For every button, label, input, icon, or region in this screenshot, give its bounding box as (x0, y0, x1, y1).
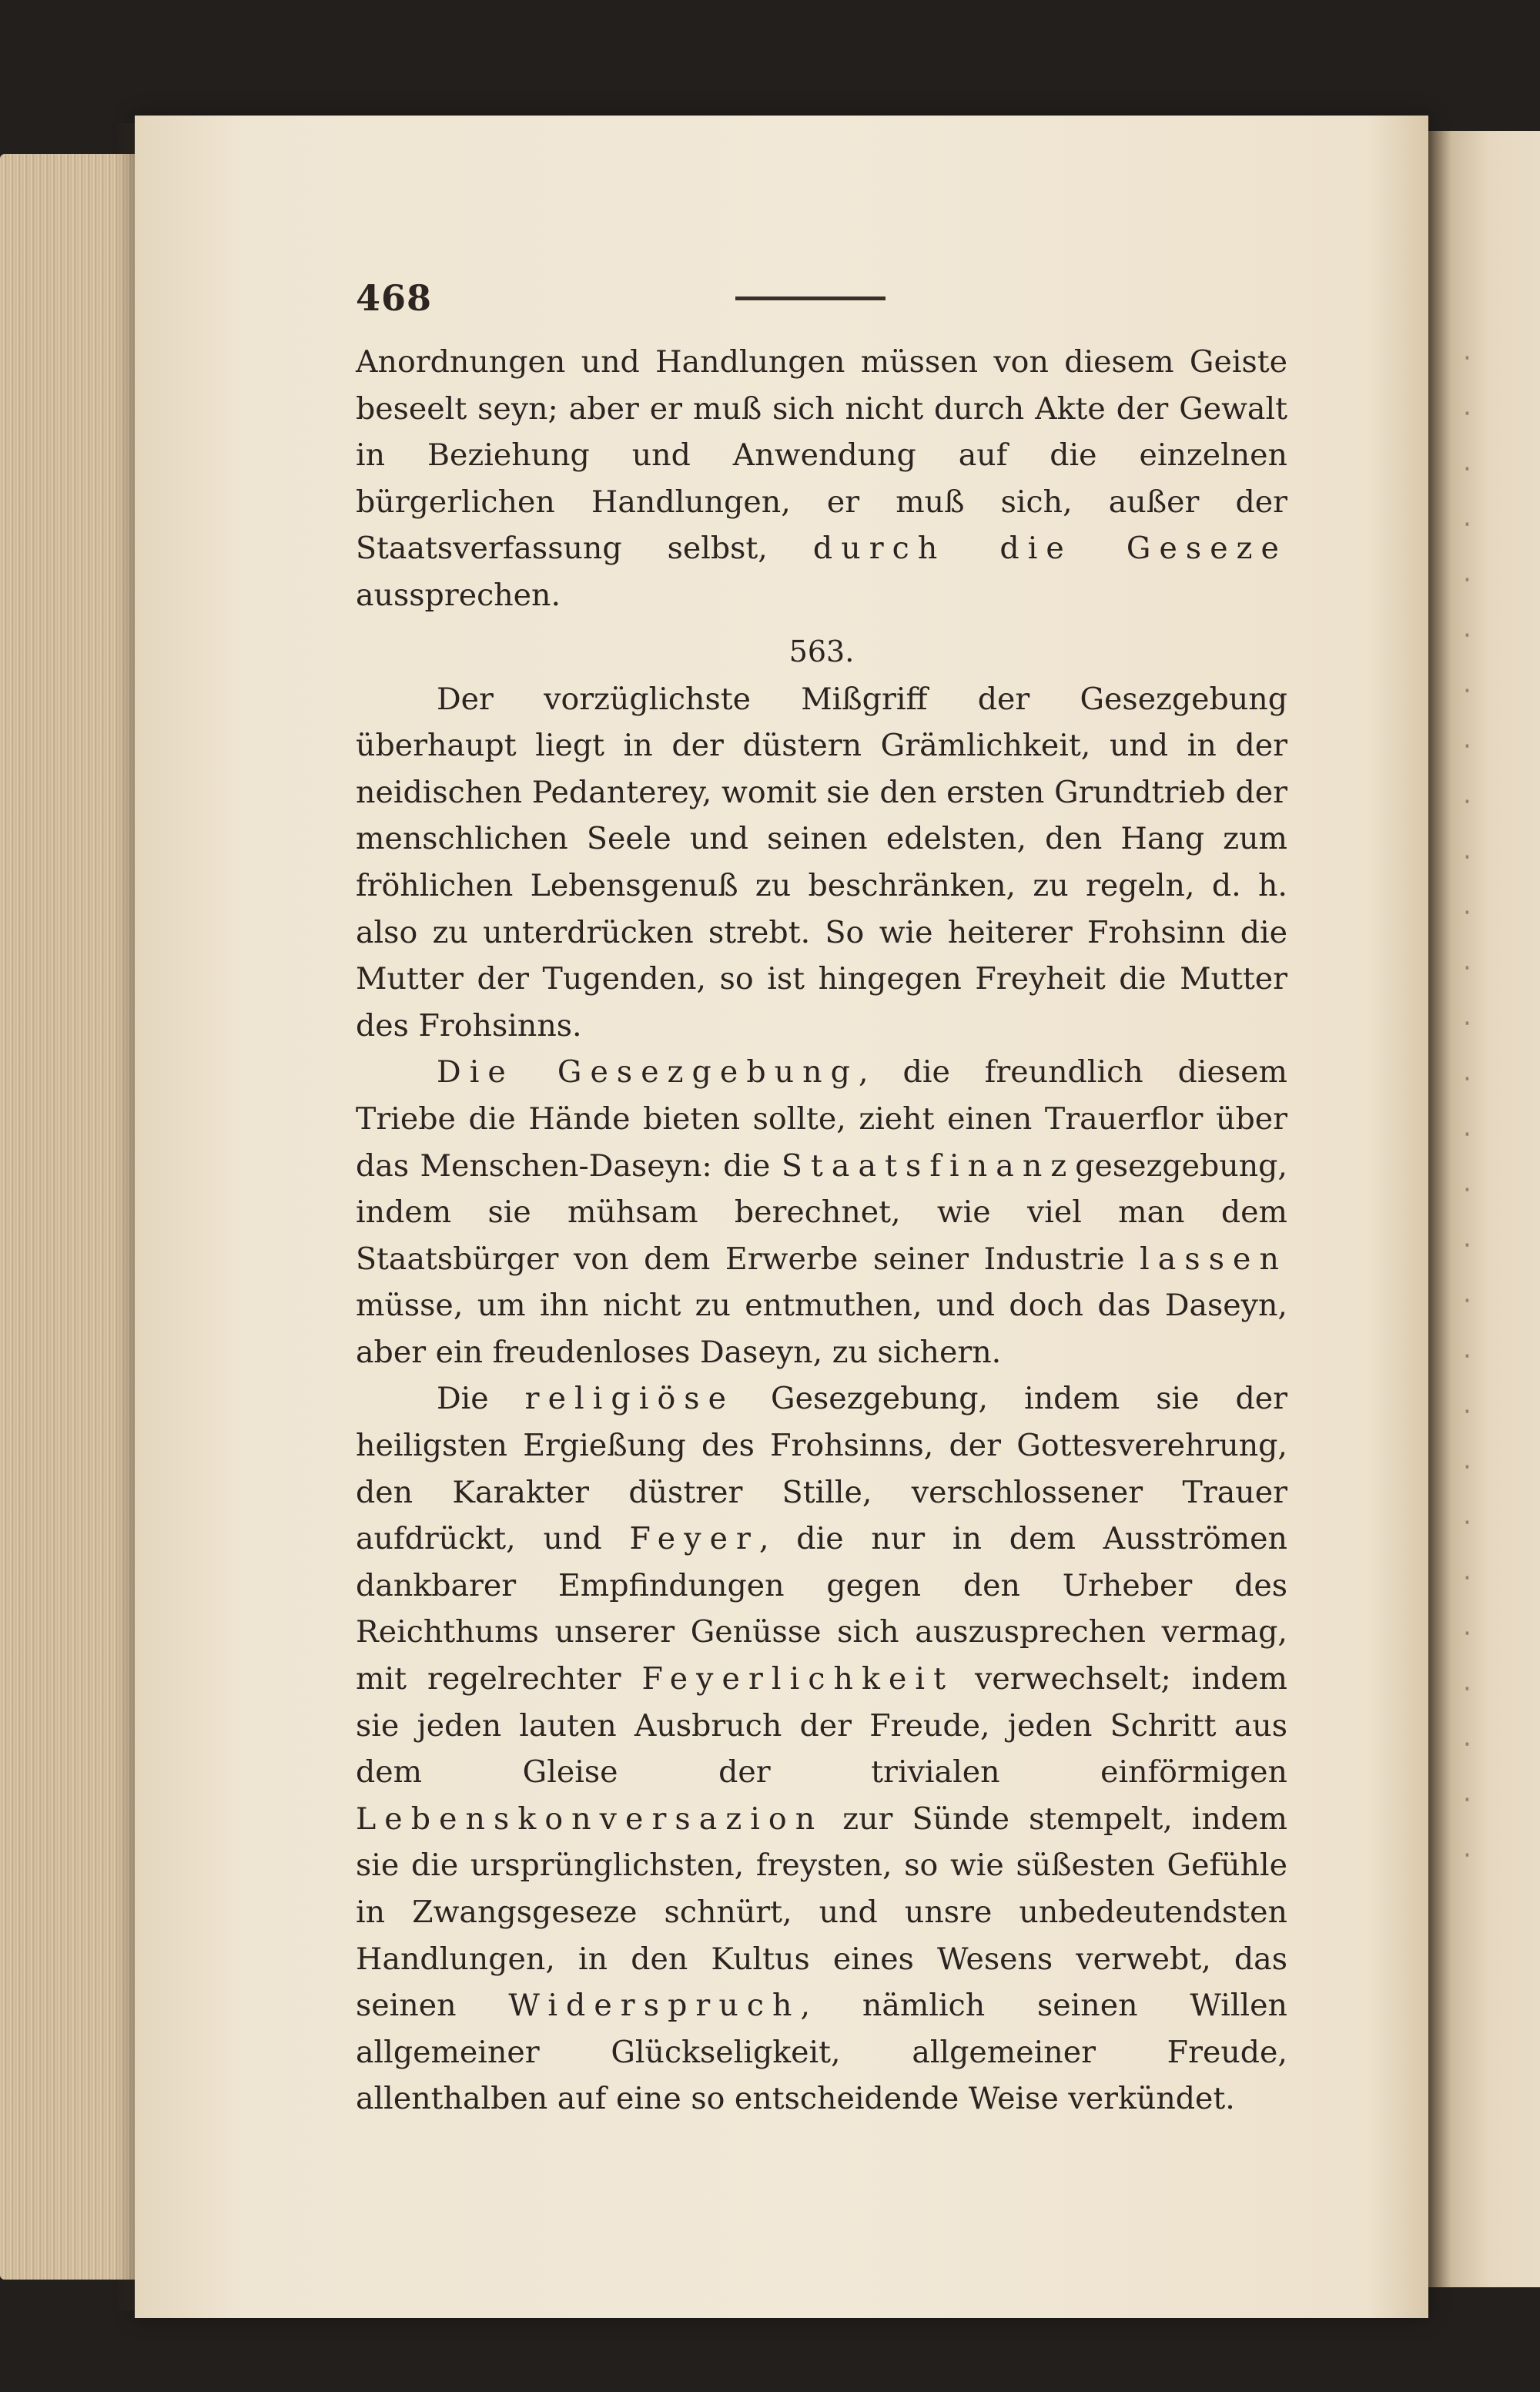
paragraph-text: Gesezgebung, indem sie der heiligsten Ergießung des Frohsinns, der Gottesverehrung, den Karakter düstrer Stille, verschlossener Trauer aufdrückt, und (356, 1381, 1288, 1557)
emphasized-text: Lebenskonversazion (356, 1801, 824, 1837)
emphasized-text: Die Gesezgebung (437, 1054, 859, 1090)
paragraph-text: gesezgebung, indem sie mühsam berechnet, wie viel man dem Staatsbürger von dem Erwerbe seiner Industrie (356, 1147, 1287, 1277)
emphasized-text: lassen (1140, 1241, 1287, 1277)
paragraph-text: verwechselt; indem sie jeden lauten Ausbruch der Freude, jeden Schritt aus dem Gleise der trivialen einförmigen (356, 1661, 1287, 1791)
emphasized-text: Staatsfinanz (781, 1147, 1076, 1184)
paragraph-text: Die (437, 1381, 525, 1417)
page-number: 468 (356, 277, 433, 319)
header-rule (735, 296, 886, 300)
emphasized-text: durch die Geseze (812, 531, 1287, 567)
paragraph-text: , nämlich seinen Willen allgemeiner Glückseligkeit, allgemeiner Freude, allenthalben auf eine so entscheidende Weise verkündet. (356, 1988, 1287, 2117)
emphasized-text: Widerspruch (508, 1988, 801, 2024)
paragraph-2 (356, 676, 1287, 1050)
paragraph-text: , die freundlich diesem Triebe die Hände bieten sollte, zieht einen Trauerflor über das Menschen-Daseyn: die (356, 1054, 1287, 1184)
emphasized-text: religiöse (524, 1381, 735, 1417)
body-text (356, 339, 1287, 2122)
paragraph-3 (356, 1049, 1287, 1375)
paragraph-text: müsse, um ihn nicht zu entmuthen, und doch das Daseyn, aber ein freudenloses Daseyn, zu sichern. (356, 1288, 1287, 1370)
emphasized-text: Feyerlichkeit (641, 1661, 955, 1697)
paragraph-text: Anordnungen und Handlungen müssen von diesem Geiste beseelt seyn; aber er muß sich nicht durch Akte der Gewalt in Beziehung und Anwendung auf die einzelnen bürgerlichen Handlungen, er muß sich, außer der Staatsverfassung selbst, (356, 344, 1287, 567)
paragraph-4 (356, 1375, 1287, 2122)
paragraph-text: , die nur in dem Ausströmen dankbarer Empfindungen gegen den Urheber des Reichthums unserer Genüsse sich auszusprechen vermag, mit regelrechter (356, 1521, 1287, 1697)
paragraph-text: aussprechen. (356, 577, 561, 613)
facing-page-fragment: ‧ ‧ ‧ ‧ ‧ ‧ ‧ ‧ ‧ ‧ ‧ ‧ ‧ ‧ ‧ ‧ ‧ ‧ ‧ ‧ ‧ ‧ ‧ ‧ ‧ ‧ ‧ ‧ (1463, 343, 1471, 1871)
emphasized-text: Feyer (629, 1521, 759, 1557)
paragraph-1 (356, 339, 1287, 619)
paragraph-text: zur Sünde stempelt, indem sie die ursprünglichsten, freysten, so wie süßesten Gefühle in Zwangsgeseze schnürt, und unsre unbedeutendsten Handlungen, in den Kultus eines Wesens verwebt, das seinen (356, 1801, 1287, 2024)
paragraph-text: Der vorzüglichste Mißgriff der Gesezgebung überhaupt liegt in der düstern Grämlichkeit, und in der neidischen Pedanterey, womit sie den ersten Grundtrieb der menschlichen Seele und seinen edelsten, den Hang zum fröhlichen Lebensgenuß zu beschränken, zu regeln, d. h. also zu unterdrücken strebt. So wie heiterer Frohsinn die Mutter der Tugenden, so ist hingegen Freyheit die Mutter des Frohsinns. (356, 681, 1287, 1044)
section-number: 563. (788, 634, 855, 668)
